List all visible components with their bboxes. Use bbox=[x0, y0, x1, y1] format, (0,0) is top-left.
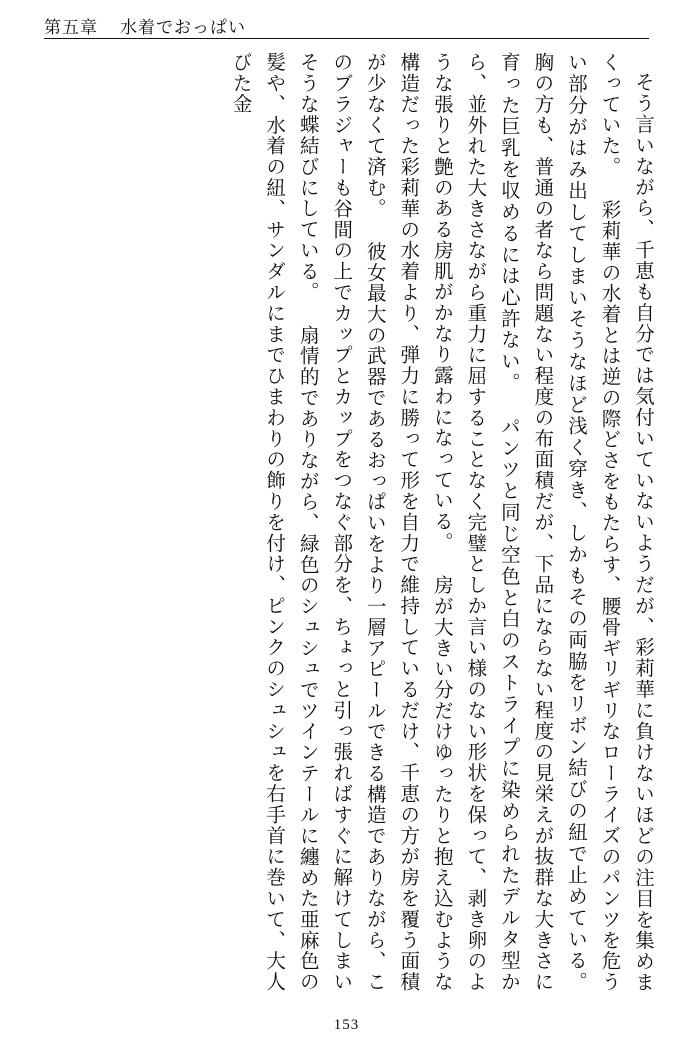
body-paragraph: そう言いながら、千恵も自分では気付いていないようだが、彩莉華に負けないほどの注目を集めまくっていた。 彩莉華の水着とは逆の際どさをもたらす、腰骨ギリギリなローライズのパンツを危うい部分がはみ出してしまいそうなほど浅く穿き、しかもその両脇をリボン結びの紐で止めている。 胸の方も、普通の者なら問題ない程度の布面積だが、下品にならない程度の見栄えが抜群な大きさに育った巨乳を収めるには心許ない。 パンツと同じ空色と白のストライプに染められたデルタ型から、並外れた大きさながら重力に屈することなく完璧としか言い様のない形状を保って、剥き卵のような張りと艶のある房肌がかなり露わになっている。 房が大きい分だけゆったりと抱え込むような構造だった彩莉華の水着より、弾力に勝って形を自力で維持しているだけ、千恵の方が房を覆う面積が少なくて済む。 彼女最大の武器であるおっぱいをより一層アピールできる構造でありながら、このブラジャーも谷間の上でカップとカップをつなぐ部分を、ちょっと引っ張ればすぐに解けてしまいそうな蝶結びにしている。 扇情的でありながら、緑色のシュシュでツインテールに纏めた亜麻色の髪や、水着の紐、サンダルにまでひまわりの飾りを付け、ピンクのシュシュを右手首に巻いて、大人びた金 bbox=[229, 52, 653, 992]
page-footer bbox=[0, 1017, 693, 1034]
chapter-number: 第五章 bbox=[44, 17, 98, 37]
header-divider bbox=[44, 38, 649, 39]
page-header bbox=[44, 10, 649, 40]
chapter-title: 水着でおっぱい bbox=[120, 17, 246, 37]
body-text bbox=[40, 52, 659, 992]
page-number: 153 bbox=[333, 1017, 360, 1033]
